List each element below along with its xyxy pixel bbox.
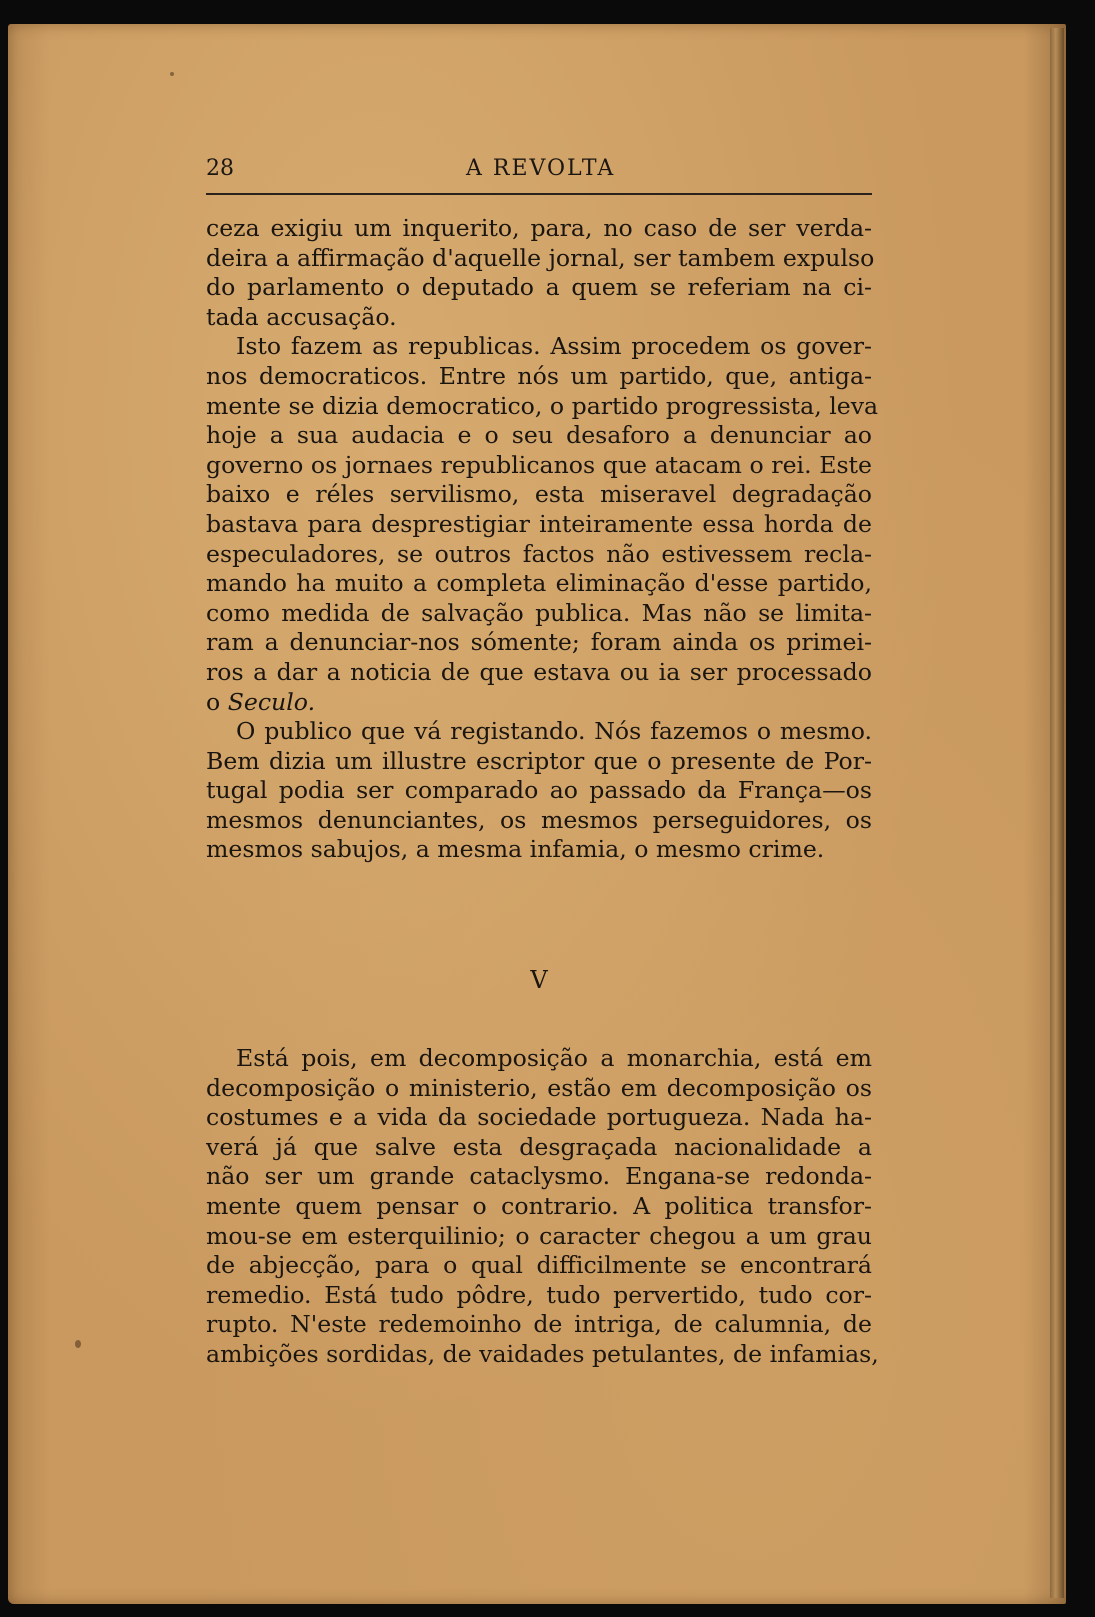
newspaper-title: Seculo.	[227, 687, 316, 716]
text-line: decomposição o ministerio, estão em decomposição os	[206, 1073, 872, 1102]
text-line: O publico que vá registando. Nós fazemos o mesmo.	[236, 717, 872, 746]
paper-speck	[75, 1340, 81, 1348]
text-line: ceza exigiu um inquerito, para, no caso de ser verda-	[206, 214, 872, 242]
text-line: ros a dar a noticia de que estava ou ia ser processado	[206, 657, 872, 686]
text-line: especuladores, se outros factos não estivessem recla-	[206, 539, 872, 568]
section-heading: V	[530, 966, 548, 994]
text-line: rupto. N'este redemoinho de intriga, de calumnia, de	[206, 1310, 872, 1339]
text-line: Bem dizia um illustre escriptor que o presente de Por-	[206, 746, 872, 775]
text-line: verá já que salve esta desgraçada nacionalidade a	[206, 1132, 872, 1161]
page-edge	[1050, 28, 1064, 1598]
text-line: mente quem pensar o contrario. A politica transfor-	[206, 1191, 872, 1220]
text-line: mesmos sabujos, a mesma infamia, o mesmo crime.	[206, 835, 825, 864]
paper-speck	[170, 72, 174, 76]
text-line: mesmos denunciantes, os mesmos perseguidores, os	[206, 805, 872, 834]
text-line: hoje a sua audacia e o seu desaforo a denunciar ao	[206, 421, 872, 450]
text-line: tada accusação.	[206, 302, 397, 331]
text-line: costumes e a vida da sociedade portugueza. Nada ha-	[206, 1103, 872, 1132]
text-line: remedio. Está tudo pôdre, tudo pervertido, tudo cor-	[206, 1280, 872, 1309]
text-fragment: o	[206, 687, 221, 716]
page-header	[206, 154, 872, 194]
text-line: deira a affirmação d'aquelle jornal, ser tambem expulso	[206, 243, 875, 272]
text-line: baixo e réles servilismo, esta miseravel degradação	[206, 480, 872, 509]
text-line: mou-se em esterquilinio; o caracter chegou a um grau	[206, 1221, 872, 1250]
running-title: A REVOLTA	[466, 156, 616, 181]
text-line: do parlamento o deputado a quem se referiam na ci-	[206, 273, 872, 302]
text-line: nos democraticos. Entre nós um partido, que, antiga-	[206, 361, 872, 390]
text-line: governo os jornaes republicanos que atacam o rei. Este	[206, 450, 872, 479]
text-line: mente se dizia democratico, o partido progressista, leva	[206, 391, 879, 420]
body-text-bottom	[206, 1044, 879, 1370]
text-line: não ser um grande cataclysmo. Engana-se redonda-	[206, 1162, 872, 1191]
text-line: mando ha muito a completa eliminação d'esse partido,	[206, 569, 872, 598]
text-line: Isto fazem as republicas. Assim procedem os gover-	[236, 332, 872, 361]
page-number: 28	[206, 156, 234, 181]
header-rule	[206, 193, 872, 195]
text-line: de abjecção, para o qual difficilmente se encontrará	[206, 1251, 872, 1280]
text-line: Está pois, em decomposição a monarchia, está em	[236, 1044, 872, 1072]
text-line: tugal podia ser comparado ao passado da França—os	[206, 776, 872, 805]
body-text-top	[206, 214, 879, 865]
text-line: ambições sordidas, de vaidades petulantes, de infamias,	[206, 1339, 879, 1368]
text-line: como medida de salvação publica. Mas não se limita-	[206, 598, 872, 627]
text-line: ram a denunciar-nos sómente; foram ainda os primei-	[206, 628, 872, 657]
text-line	[206, 688, 872, 718]
text-line: bastava para desprestigiar inteiramente essa horda de	[206, 509, 872, 538]
